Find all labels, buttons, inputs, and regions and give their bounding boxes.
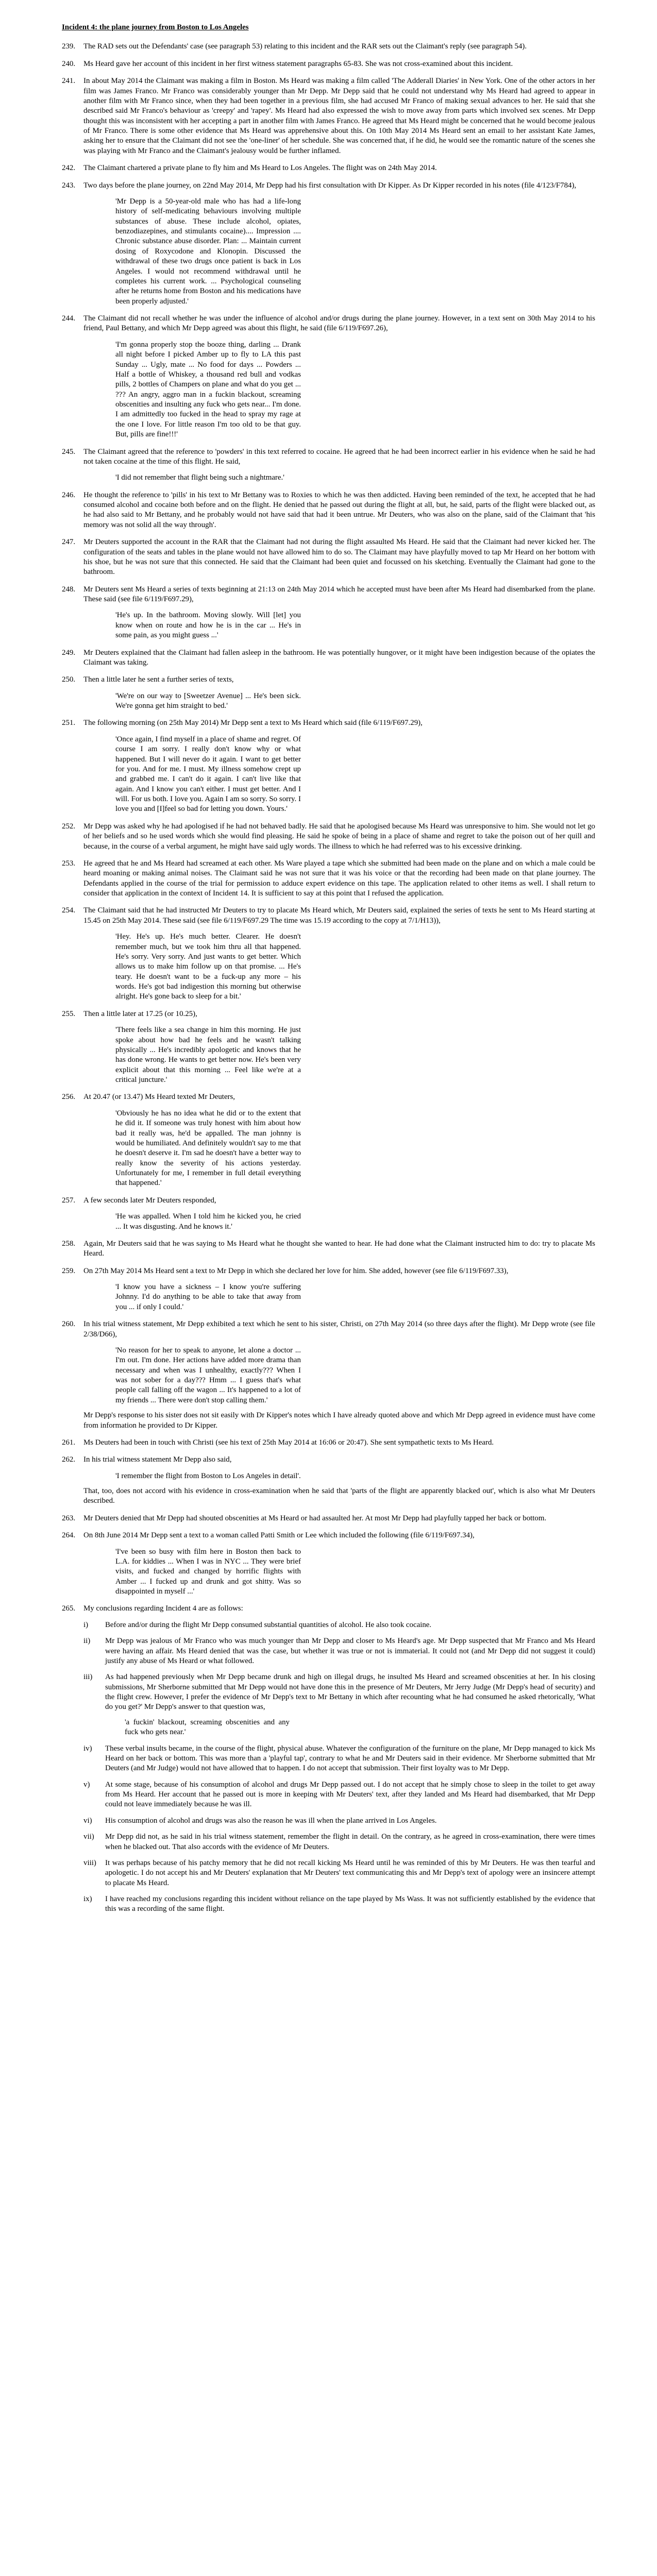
numbered-paragraph bbox=[62, 314, 595, 440]
quoted-passage: 'He was appalled. When I told him he kicked you, he cried ... It was disgusting. And he knows it.' bbox=[115, 1212, 301, 1231]
numbered-paragraph bbox=[62, 1438, 595, 1448]
paragraph-number: 258. bbox=[62, 1239, 76, 1248]
numbered-paragraph bbox=[62, 585, 595, 641]
numbered-paragraph bbox=[62, 1604, 595, 1914]
paragraph-body bbox=[83, 822, 595, 852]
paragraph-text: Ms Heard gave her account of this incident in her first witness statement paragraphs 65-83. She was not cross-examined about this incident. bbox=[83, 59, 513, 68]
paragraph-text: Two days before the plane journey, on 22nd May 2014, Mr Depp had his first consultation with Dr Kipper. As Dr Kipper recorded in his notes (file 4/123/F784), bbox=[83, 181, 577, 190]
conclusion-item bbox=[83, 1672, 595, 1737]
paragraph-text: In his trial witness statement Mr Depp also said, bbox=[83, 1455, 232, 1464]
conclusion-number: viii) bbox=[83, 1858, 96, 1867]
conclusion-text-wrap bbox=[105, 1816, 595, 1826]
conclusion-text-wrap bbox=[105, 1620, 595, 1630]
conclusion-number: i) bbox=[83, 1620, 89, 1629]
quoted-passage: 'I know you have a sickness – I know you're suffering Johnny. I'd do anything to be able to take that away from you ... if only I could.' bbox=[115, 1283, 301, 1311]
paragraph-number: 256. bbox=[62, 1093, 76, 1101]
paragraph-list bbox=[62, 42, 595, 1914]
paragraph-body bbox=[83, 1604, 595, 1914]
numbered-paragraph bbox=[62, 181, 595, 307]
numbered-paragraph bbox=[62, 1319, 595, 1431]
conclusion-text: Mr Depp was jealous of Mr Franco who was much younger than Mr Depp and closer to Ms Heard's age. Mr Depp suspected that Mr Franco and Ms Heard were having an affair. Ms Heard denied that was the case, but whether it was true or not is immaterial. It could not (and Mr Depp did not suggest it could) justify any abuse of Ms Heard or what followed. bbox=[105, 1637, 595, 1665]
numbered-paragraph bbox=[62, 59, 595, 69]
paragraph-body bbox=[83, 1455, 595, 1506]
conclusion-item bbox=[83, 1620, 595, 1630]
paragraph-text: In about May 2014 the Claimant was making a film in Boston. Ms Heard was making a film called 'The Adderall Diaries' in New York. One of the other actors in her film was James Franco. Mr Franco was considerably younger than Mr Depp. Mr Depp said that he could not understand why Ms Heard had agreed to appear in another film with Mr Franco since, when they had been together in a previous film, she had accused Mr Franco of making sexual advances to her. He said that she described said Mr Franco's behaviour as 'creepy' and 'rapey'. Ms Heard had also expressed the wish to move away from parts which involved sex scenes. Mr Depp thought this was inconsistent with her accepting a part in another film with James Franco. He agreed that Ms Heard might be concerned that he would become jealous of Mr Franco. There is some other evidence that Ms Heard was apprehensive about this. On 10th May 2014 Ms Heard sent an email to her assistant Kate James, asking her to ensure that the Claimant did not see the 'one-liner' of her schedule. She was concerned that, if he did, he would see the romantic nature of the scenes she was playing with Mr Franco and the Claimant's jealousy would be further inflamed. bbox=[83, 77, 595, 155]
numbered-paragraph bbox=[62, 537, 595, 578]
paragraph-number: 250. bbox=[62, 675, 76, 684]
paragraph-text: Then a little later at 17.25 (or 10.25), bbox=[83, 1009, 197, 1018]
paragraph-body bbox=[83, 537, 595, 578]
paragraph-body bbox=[83, 1239, 595, 1259]
paragraph-body bbox=[83, 314, 595, 440]
conclusion-text: His consumption of alcohol and drugs was also the reason he was ill when the plane arrived in Los Angeles. bbox=[105, 1816, 437, 1825]
paragraph-body bbox=[83, 1514, 595, 1523]
conclusion-text: As had happened previously when Mr Depp became drunk and high on illegal drugs, he insulted Ms Heard and screamed obscenities at her. In his closing submissions, Mr Sherborne submitted that Mr Depp would not have done this in the presence of Mr Deuters, Mr Jerry Judge (Mr Depp's head of security) and the flight crew. However, I prefer the evidence of Mr Depp's text to Mr Bettany in which after recounting what he had consumed he asked rhetorically, 'What do you get?' Mr Depp's answer to that question was, bbox=[105, 1673, 595, 1711]
paragraph-number: 240. bbox=[62, 59, 76, 68]
paragraph-body bbox=[83, 1009, 595, 1086]
numbered-paragraph bbox=[62, 859, 595, 899]
quoted-passage: 'I'm gonna properly stop the booze thing, darling ... Drank all night before I picked Amber up to fly to LA this past Sunday ... Ugly, mate ... No food for days ... Powders ... Half a bottle of Whiskey, a thousand red bull and vodkas pills, 2 bottles of Champers on plane and what do you get ... ??? An angry, aggro man in a fuckin blackout, screaming obscenities and insulting any fuck who gets near... I'm done. I am admittedly too fucked in the head to spray my rage at the one I love. For little reason I'm too old to be that guy. But, pills are fine!!!' bbox=[115, 340, 301, 439]
paragraph-number: 242. bbox=[62, 164, 76, 173]
paragraph-text: The Claimant chartered a private plane to fly him and Ms Heard to Los Angeles. The flight was on 24th May 2014. bbox=[83, 164, 437, 173]
conclusion-text: Mr Depp did not, as he said in his trial witness statement, remember the flight in detail. On the contrary, as he agreed in cross-examination, there were times when he blacked out. That also accords with the evidence of Mr Deuters. bbox=[105, 1833, 595, 1851]
numbered-paragraph bbox=[62, 648, 595, 668]
conclusion-text: I have reached my conclusions regarding this incident without reliance on the tape played by Ms Wass. It was not sufficiently established by the evidence that this was a recording of the same flight. bbox=[105, 1895, 595, 1913]
paragraph-body bbox=[83, 163, 595, 173]
paragraph-text: Mr Deuters sent Ms Heard a series of texts beginning at 21:13 on 24th May 2014 which he accepted must have been after Ms Heard had disembarked from the plane. These said (see file 6/119/F697.29), bbox=[83, 585, 595, 603]
conclusion-text: Before and/or during the flight Mr Depp consumed substantial quantities of alcohol. He also took cocaine. bbox=[105, 1620, 432, 1629]
paragraph-body bbox=[83, 490, 595, 531]
paragraph-number: 260. bbox=[62, 1320, 76, 1329]
quoted-passage: 'Mr Depp is a 50-year-old male who has had a life-long history of self-medicating behaviours involving multiple substances of abuse. These include alcohol, opiates, benzodiazepines, and stimulants cocaine).... Impression .... Chronic substance abuse disorder. Plan: ... Maintain current dosing of Roxycodone and Klonopin. Discussed the withdrawal of these two drugs once patient is back in Los Angeles. I would not recommend withdrawal until he completes his current work. ... Psychological counseling after he returns home from Boston and his medications have been properly adjusted.' bbox=[115, 197, 301, 306]
paragraph-number: 264. bbox=[62, 1531, 76, 1540]
paragraph-text: At 20.47 (or 13.47) Ms Heard texted Mr Deuters, bbox=[83, 1093, 235, 1101]
paragraph-body bbox=[83, 1266, 595, 1313]
paragraph-number: 255. bbox=[62, 1009, 76, 1018]
judgment-document bbox=[62, 23, 595, 1922]
paragraph-text: Mr Deuters explained that the Claimant had fallen asleep in the bathroom. He was potentially hungover, or it might have been indigestion because of the opiates the Claimant was taking. bbox=[83, 648, 595, 667]
paragraph-body bbox=[83, 648, 595, 668]
paragraph-text: Ms Deuters had been in touch with Christi (see his text of 25th May 2014 at 16:06 or 20:47). She sent sympathetic texts to Ms Heard. bbox=[83, 1438, 494, 1447]
paragraph-body bbox=[83, 1196, 595, 1232]
paragraph-number: 245. bbox=[62, 447, 76, 456]
quoted-passage: 'I did not remember that flight being such a nightmare.' bbox=[115, 473, 284, 482]
numbered-paragraph bbox=[62, 163, 595, 173]
paragraph-text: A few seconds later Mr Deuters responded, bbox=[83, 1196, 216, 1205]
numbered-paragraph bbox=[62, 906, 595, 1002]
numbered-paragraph bbox=[62, 1455, 595, 1506]
paragraph-text: He thought the reference to 'pills' in his text to Mr Bettany was to Roxies to which he was then addicted. Having been reminded of the text, he accepted that he had consumed alcohol and cocaine both before and on the flight. He denied that he passed out during the flight at all, but, he said, parts of the flight were blacked out, as he had also said to Mr Bettany, and he probably would not have said that had it been untrue. Mr Deuters, who was also on the plane, said of the Claimant that 'his memory was not solid all the way through'. bbox=[83, 490, 595, 529]
numbered-paragraph bbox=[62, 1009, 595, 1086]
numbered-paragraph bbox=[62, 1266, 595, 1313]
paragraph-number: 244. bbox=[62, 314, 76, 323]
paragraph-body bbox=[83, 675, 595, 711]
conclusion-text: These verbal insults became, in the course of the flight, physical abuse. Whatever the configuration of the furniture on the plane, Mr Depp managed to kick Ms Heard on her back or bottom. This was more than a 'playful tap', contrary to what he and Mr Deuters said in their evidence. Mr Sherborne submitted that Mr Deuters (and Mr Judge) would not have allowed that to happen. I do not accept that submission. Their first loyalty was to Mr Depp. bbox=[105, 1744, 595, 1773]
paragraph-number: 247. bbox=[62, 538, 76, 547]
paragraph-number: 261. bbox=[62, 1438, 76, 1447]
paragraph-body bbox=[83, 59, 595, 69]
conclusion-item bbox=[83, 1780, 595, 1810]
paragraph-text: The following morning (on 25th May 2014) Mr Depp sent a text to Ms Heard which said (file 6/119/F697.29), bbox=[83, 719, 423, 727]
paragraph-number: 253. bbox=[62, 859, 76, 868]
numbered-paragraph bbox=[62, 447, 595, 483]
conclusion-number: iv) bbox=[83, 1744, 92, 1753]
conclusion-number: iii) bbox=[83, 1673, 93, 1682]
quoted-passage: 'a fuckin' blackout, screaming obscenities and any fuck who gets near.' bbox=[125, 1718, 290, 1737]
paragraph-text: He agreed that he and Ms Heard had screamed at each other. Ms Ware played a tape which she submitted had been made on the plane and on which a male could be heard moaning or making animal noises. The Claimant said he was not sure that it was his voice or that the recording had been made on that plane journey. The Defendants applied in the course of the trial for permission to adduce expert evidence on this tape. The application related to other items as well. I shall return to consider that application in the context of Incident 14. It is sufficient to say at this point that I refused the application. bbox=[83, 859, 595, 897]
paragraph-number: 259. bbox=[62, 1266, 76, 1275]
paragraph-body bbox=[83, 1092, 595, 1188]
paragraph-text: The Claimant said that he had instructed Mr Deuters to try to placate Ms Heard which, Mr Deuters said, explained the series of texts he sent to Ms Heard starting at 15.45 on 25th May 2014. These said (see file 6/119/F697.29 The time was 15.19 according to the copy at 7/1/H13)), bbox=[83, 906, 595, 925]
conclusion-text-wrap bbox=[105, 1894, 595, 1914]
conclusion-item bbox=[83, 1816, 595, 1826]
paragraph-number: 265. bbox=[62, 1604, 76, 1613]
conclusion-item bbox=[83, 1832, 595, 1852]
paragraph-body bbox=[83, 42, 595, 52]
paragraph-body bbox=[83, 718, 595, 814]
numbered-paragraph bbox=[62, 42, 595, 52]
numbered-paragraph bbox=[62, 1531, 595, 1597]
paragraph-body bbox=[83, 1531, 595, 1597]
paragraph-body bbox=[83, 906, 595, 1002]
numbered-paragraph bbox=[62, 1239, 595, 1259]
conclusion-number: vi) bbox=[83, 1816, 92, 1825]
paragraph-text: The Claimant did not recall whether he was under the influence of alcohol and/or drugs during the plane journey. However, in a text sent on 30th May 2014 to his friend, Paul Bettany, and which Mr Depp agreed was about this flight, he said (file 6/119/F697.26), bbox=[83, 314, 595, 333]
conclusion-item bbox=[83, 1636, 595, 1666]
paragraph-number: 239. bbox=[62, 42, 76, 51]
quoted-passage: 'Once again, I find myself in a place of shame and regret. Of course I am sorry. I really don't know why or what happened. But I will never do it again. I want to get better for you. And for me. I must. My illness somehow crept up and grabbed me. I can't do it again. I can't live like that again. And I know you can't either. I must get better. And I will. For us both. I love you. Again I am so sorry. So sorry. I love you and [I]feel so bad for letting you down. Yours.' bbox=[115, 735, 301, 814]
paragraph-body bbox=[83, 1438, 595, 1448]
paragraph-text: Again, Mr Deuters said that he was saying to Ms Heard what he thought she wanted to hear. He had done what the Claimant instructed him to do: try to placate Ms Heard. bbox=[83, 1239, 595, 1258]
paragraph-number: 241. bbox=[62, 77, 76, 86]
quoted-passage: 'I remember the flight from Boston to Los Angeles in detail'. bbox=[115, 1471, 301, 1480]
paragraph-number: 252. bbox=[62, 822, 76, 831]
paragraph-number: 257. bbox=[62, 1196, 76, 1205]
paragraph-text: Mr Depp was asked why he had apologised if he had not behaved badly. He said that he apologised because Ms Heard was unresponsive to him. She would not let go of her beliefs and so he used words which she would find pleasing. He said he spoke of being in a place of shame and regret to take the poison out of her quill and because, in the course of a verbal argument, he might have said ugly words. The illness to which he had referred was to his excessive drinking. bbox=[83, 822, 595, 851]
conclusion-item bbox=[83, 1858, 595, 1888]
paragraph-text: Mr Deuters denied that Mr Depp had shouted obscenities at Ms Heard or had assaulted her. At most Mr Depp had playfully tapped her back or bottom. bbox=[83, 1514, 547, 1522]
paragraph-number: 262. bbox=[62, 1455, 76, 1464]
paragraph-number: 243. bbox=[62, 181, 76, 190]
quoted-passage: 'We're on our way to [Sweetzer Avenue] ... He's been sick. We're gonna get him straight to bed.' bbox=[115, 691, 301, 710]
paragraph-body bbox=[83, 181, 595, 307]
paragraph-text: Then a little later he sent a further series of texts, bbox=[83, 675, 234, 684]
paragraph-body bbox=[83, 76, 595, 156]
numbered-paragraph bbox=[62, 490, 595, 531]
conclusion-text-wrap bbox=[105, 1744, 595, 1774]
quoted-passage: 'Hey. He's up. He's much better. Clearer. He doesn't remember much, but we took him thru all that happened. He's sorry. Very sorry. And just wants to get better. Which allows us to make him follow up on that promise. ... He's teary. He doesn't want to be a fuck-up any more – his words. He's got bad indigestion this morning but otherwise alright. He's gone back to sleep for a bit.' bbox=[115, 933, 301, 1001]
conclusion-text: At some stage, because of his consumption of alcohol and drugs Mr Depp passed out. I do not accept that he simply chose to sleep in the toilet to get away from Ms Heard. Her account that he passed out is more in keeping with Mr Deuters' text, after they landed and Ms Heard had disembarked, that Mr Depp could not leave immediately because he was ill. bbox=[105, 1780, 595, 1809]
conclusion-text-wrap bbox=[105, 1780, 595, 1810]
paragraph-text: Mr Deuters supported the account in the RAR that the Claimant had not during the flight assaulted Ms Heard. He said that the Claimant had never kicked her. The configuration of the seats and tables in the plane would not have allowed him to do so. The Claimant may have playfully moved to tap Mr Heard on her bottom with his shoe, but he was not sure that this connected. He said that the Claimant had been quiet and focussed on his sketching. Eventually the Claimant had gone to the bathroom. bbox=[83, 538, 595, 577]
quoted-passage: 'There feels like a sea change in him this morning. He just spoke about how bad he feels and he wasn't talking physically ... He's incredibly apologetic and knows that he has done wrong. He wants to get better now. He's been very explicit about that this morning ... Feel like we're at a critical juncture.' bbox=[115, 1026, 301, 1084]
quoted-passage: 'I've been so busy with film here in Boston then back to L.A. for kiddies ... When I was in NYC ... They were brief visits, and fucked and changed by horrific flights with Amber ... I fucked up and drunk and got shitty. Was so disappointed in myself ...' bbox=[115, 1547, 301, 1596]
numbered-paragraph bbox=[62, 1196, 595, 1232]
paragraph-text: On 27th May 2014 Ms Heard sent a text to Mr Depp in which she declared her love for him. She added, however (see file 6/119/F697.33), bbox=[83, 1266, 509, 1275]
conclusion-number: v) bbox=[83, 1780, 90, 1789]
conclusion-number: ix) bbox=[83, 1895, 92, 1903]
numbered-paragraph bbox=[62, 675, 595, 711]
paragraph-text: In his trial witness statement, Mr Depp exhibited a text which he sent to his sister, Christi, on 27th May 2014 (so three days after the flight). Mr Depp wrote (see file 2/38/D66), bbox=[83, 1320, 595, 1338]
conclusion-item bbox=[83, 1894, 595, 1914]
numbered-paragraph bbox=[62, 1092, 595, 1188]
conclusion-text-wrap bbox=[105, 1832, 595, 1852]
conclusion-text: It was perhaps because of his patchy memory that he did not recall kicking Ms Heard until he was reminded of this by Mr Deuters. He was then tearful and apologetic. I do not accept his and Mr Deuters' explanation that Mr Deuters' text communicating this and Mr Depp's text of apology were an insincere attempt to placate Ms Heard. bbox=[105, 1858, 595, 1887]
section-heading: Incident 4: the plane journey from Boston to Los Angeles bbox=[62, 23, 249, 31]
paragraph-body bbox=[83, 1319, 595, 1431]
paragraph-continuation: That, too, does not accord with his evidence in cross-examination when he said that 'parts of the flight are apparently blacked out', which is also what Mr Deuters described. bbox=[83, 1487, 595, 1505]
quoted-passage: 'He's up. In the bathroom. Moving slowly. Will [let] you know when on route and how he is in the car ... He's in some pain, as you might guess ...' bbox=[115, 611, 301, 640]
paragraph-number: 254. bbox=[62, 906, 76, 915]
paragraph-number: 246. bbox=[62, 490, 76, 499]
conclusion-text-wrap bbox=[105, 1858, 595, 1888]
paragraph-body bbox=[83, 585, 595, 641]
conclusion-text-wrap bbox=[105, 1636, 595, 1666]
paragraph-number: 251. bbox=[62, 719, 76, 727]
conclusion-text-wrap bbox=[105, 1672, 595, 1737]
quoted-passage: 'Obviously he has no idea what he did or to the extent that he did it. If someone was truly honest with him about how bad it really was, he'd be appalled. The man johnny is would be humiliated. And definitely wouldn't say to me that he doesn't deserve it. I'm sad he doesn't have a better way to really know the severity of his actions yesterday. Unfortunately for me, I remember in full detail everything that happened.' bbox=[115, 1109, 301, 1188]
conclusion-number: ii) bbox=[83, 1637, 91, 1646]
numbered-paragraph bbox=[62, 76, 595, 156]
paragraph-body bbox=[83, 859, 595, 899]
paragraph-text: The RAD sets out the Defendants' case (see paragraph 53) relating to this incident and the RAR sets out the Claimant's reply (see paragraph 54). bbox=[83, 42, 527, 51]
paragraph-number: 249. bbox=[62, 648, 76, 657]
paragraph-text: On 8th June 2014 Mr Depp sent a text to a woman called Patti Smith or Lee which included the following (file 6/119/F697.34), bbox=[83, 1531, 475, 1540]
paragraph-number: 248. bbox=[62, 585, 76, 594]
numbered-paragraph bbox=[62, 718, 595, 814]
paragraph-text: The Claimant agreed that the reference to 'powders' in this text referred to cocaine. He agreed that he had been incorrect earlier in his evidence when he said he had not taken cocaine at the time of this flight. He said, bbox=[83, 447, 595, 466]
numbered-paragraph bbox=[62, 822, 595, 852]
numbered-paragraph bbox=[62, 1514, 595, 1523]
quoted-passage: 'No reason for her to speak to anyone, let alone a doctor ... I'm out. I'm done. Her actions have added more drama than necessary and when was I unhealthy, exactly??? When I was not sober for a day??? Hmm ... I guess that's what people call falling off the wagon ... It's happened to a lot of my friends ... There were don't stop calling them.' bbox=[115, 1346, 301, 1404]
conclusion-item bbox=[83, 1744, 595, 1774]
paragraph-text: My conclusions regarding Incident 4 are as follows: bbox=[83, 1604, 243, 1613]
conclusion-number: vii) bbox=[83, 1833, 94, 1841]
paragraph-body bbox=[83, 447, 595, 483]
paragraph-number: 263. bbox=[62, 1514, 76, 1522]
paragraph-continuation: Mr Depp's response to his sister does not sit easily with Dr Kipper's notes which I have already quoted above and which Mr Depp agreed in evidence must have come from information he provided to Dr Kipper. bbox=[83, 1411, 595, 1430]
